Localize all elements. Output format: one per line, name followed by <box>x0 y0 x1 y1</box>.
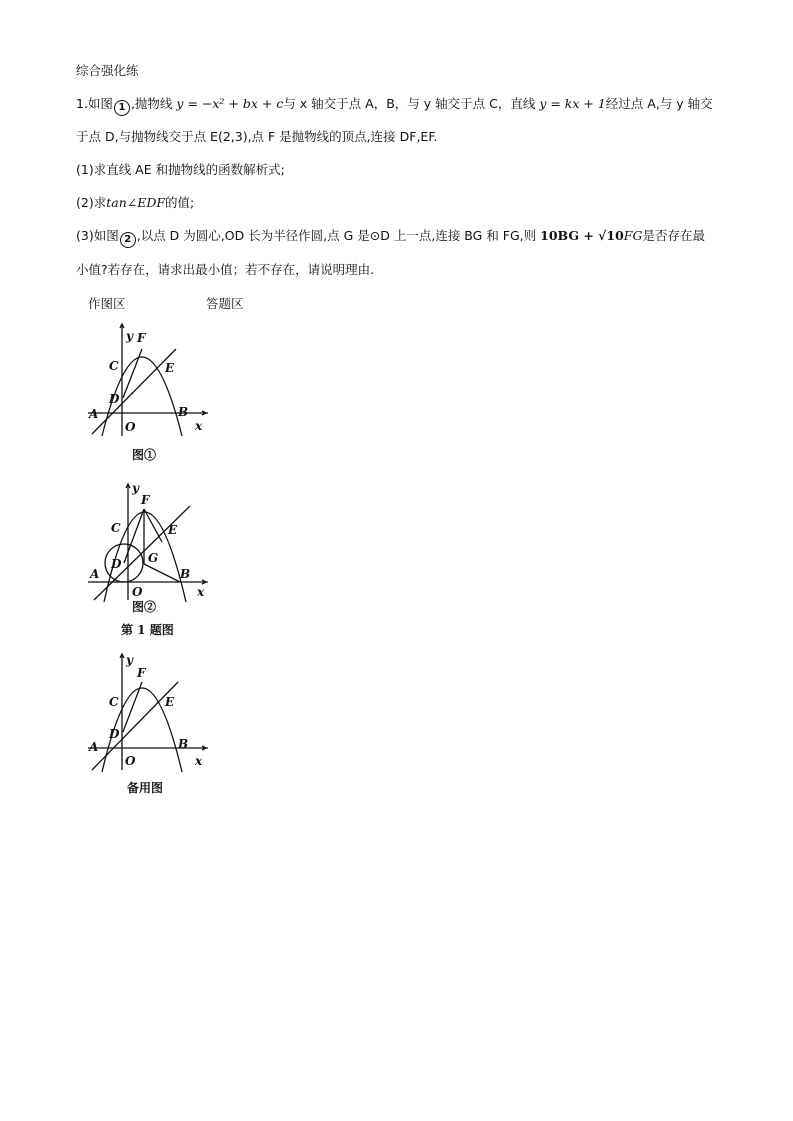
svg-text:y: y <box>126 653 133 667</box>
question-3-text-a: ,以点 D 为圆心,OD 长为半径作圆,点 G 是⊙D 上一点,连接 BG 和 FG,则 <box>136 228 537 243</box>
svg-text:O: O <box>125 420 136 434</box>
question-3-text-b: 是否存在最 <box>642 228 705 243</box>
svg-text:F: F <box>141 493 150 507</box>
problem-text-a: ,抛物线 <box>130 96 173 111</box>
svg-text:y: y <box>132 481 139 495</box>
question-3-sqrt: √10 <box>598 228 624 243</box>
question-3-line-2: 小值?若存在，请求出最小值；若不存在，请说明理由. <box>76 262 375 277</box>
parabola-equation: y = −x² + bx + c <box>176 96 284 111</box>
svg-text:A: A <box>89 740 99 754</box>
backup-figure <box>82 648 222 774</box>
svg-text:x: x <box>197 585 205 599</box>
svg-text:B: B <box>180 567 191 581</box>
svg-text:C: C <box>109 695 119 709</box>
problem-line-1 <box>76 95 713 116</box>
section-title: 综合强化练 <box>76 63 139 78</box>
answer-area-label: 答题区 <box>206 296 244 311</box>
segment-df <box>123 682 142 732</box>
problem-text-b: 与 x 轴交于点 A，B，与 y 轴交于点 C，直线 <box>283 96 536 111</box>
svg-text:x: x <box>195 754 203 768</box>
figure-1-ref: 1 <box>114 100 130 116</box>
svg-text:E: E <box>168 523 178 537</box>
question-3-math-2: FG <box>623 228 643 243</box>
svg-text:E: E <box>165 695 175 709</box>
question-2-pre: (2)求 <box>76 195 107 210</box>
question-3-pre: (3)如图 <box>76 228 119 243</box>
svg-text:A: A <box>90 567 100 581</box>
svg-text:B: B <box>178 737 189 751</box>
problem-text-c: 经过点 A,与 y 轴交 <box>605 96 713 111</box>
svg-text:D: D <box>109 392 120 406</box>
figure-2-ref: 2 <box>120 232 136 248</box>
svg-text:G: G <box>148 551 159 565</box>
figure-1-caption: 图① <box>132 448 157 462</box>
figure-2 <box>82 478 222 602</box>
question-1: (1)求直线 AE 和抛物线的函数解析式; <box>76 162 285 177</box>
question-3-line-1 <box>76 227 705 248</box>
question-2 <box>76 194 194 212</box>
line-equation: y = kx + 1 <box>539 96 606 111</box>
segment-gb <box>144 564 180 582</box>
figure-1 <box>82 318 222 440</box>
svg-text:D: D <box>111 557 122 571</box>
svg-text:C: C <box>109 359 119 373</box>
figure-2-caption: 图② <box>132 600 157 614</box>
question-2-math: tan∠EDF <box>106 195 166 210</box>
svg-text:D: D <box>109 727 120 741</box>
svg-text:O: O <box>125 754 136 768</box>
svg-text:F: F <box>137 331 146 345</box>
segment-fe <box>144 509 162 542</box>
svg-text:y: y <box>126 329 133 343</box>
svg-text:E: E <box>165 361 175 375</box>
svg-text:x: x <box>195 419 203 433</box>
figure-group-caption: 第 1 题图 <box>121 623 174 637</box>
svg-text:C: C <box>111 521 121 535</box>
problem-intro: 1.如图 <box>76 96 113 111</box>
segment-df <box>123 349 142 398</box>
drawing-area-label: 作图区 <box>88 296 126 311</box>
svg-text:F: F <box>137 666 146 680</box>
svg-text:A: A <box>89 407 99 421</box>
question-2-post: 的值; <box>165 195 195 210</box>
problem-line-2: 于点 D,与抛物线交于点 E(2,3),点 F 是抛物线的顶点,连接 DF,EF. <box>76 129 438 144</box>
svg-text:B: B <box>178 405 189 419</box>
backup-figure-caption: 备用图 <box>127 781 164 795</box>
question-3-math-1: 10BG + <box>540 228 599 243</box>
svg-text:O: O <box>132 585 143 599</box>
